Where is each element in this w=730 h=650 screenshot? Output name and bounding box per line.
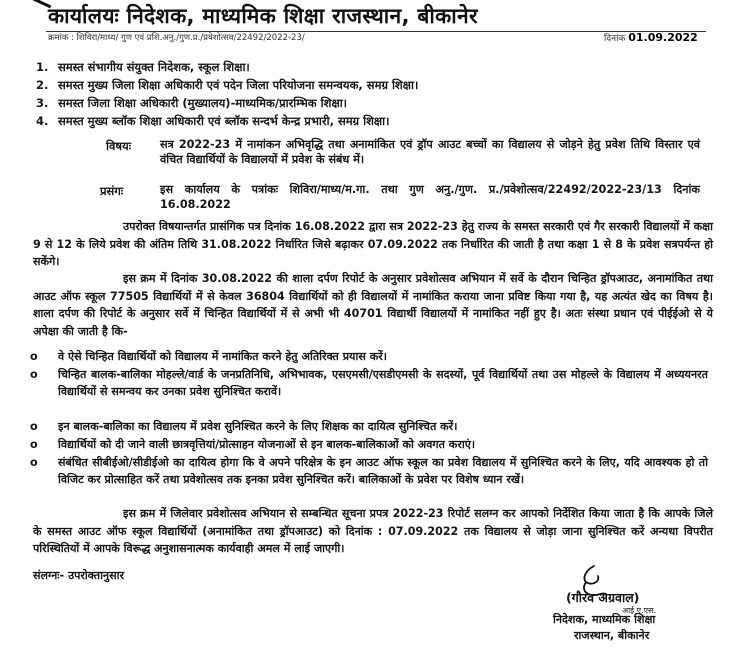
addressee-number: 1. — [36, 60, 49, 74]
signatory-credential: आई ए.एस. — [622, 606, 656, 615]
bullet-text: संबंधित सीबीईओ/सीडीईओ का दायित्व होगा कि वे अपने परिक्षेत्र के इन आउट ऑफ स्कूल का प्रवेश विद्यालय में सुनिश्चित करने के लिए, यदि आवश्यक हो तो विजिट कर प्रोत्साहित करें तथा प्रवेशोत्सव तक इनका प्रवेश सुनिश्चित करें। बालिकाओं के प्रवेश पर विशेष ध्यान रखें। — [58, 456, 708, 486]
addressee-4 — [36, 114, 716, 129]
addressee-text: समस्त मुख्य जिला शिक्षा अधिकारी एवं पदेन जिला परियोजना समन्वयक, समग्र शिक्षा। — [58, 78, 419, 92]
addressee-3 — [36, 96, 716, 111]
bullet-icon: o — [30, 368, 38, 381]
bullet-icon: o — [30, 438, 38, 451]
office-title: कार्यालयः निदेशक, माध्यमिक शिक्षा राजस्थान, बीकानेर — [48, 4, 478, 28]
bullet-text: चिन्हित बालक-बालिका मोहल्ले/वार्ड के जनप्रतिनिधि, अभिभावक, एसएमसी/एसडीएमसी के सदस्यों, पूर्व विद्यार्थियों तथा उस मोहल्ले के विद्यालय में अध्ययनरत विद्यार्थियों से समन्वय कर उनका प्रवेश सुनिश्चित करावें। — [58, 368, 708, 398]
paragraph-2 — [33, 270, 713, 340]
addressee-2 — [36, 78, 716, 93]
addressee-text: समस्त मुख्य ब्लॉक शिक्षा अधिकारी एवं ब्लॉक सन्दर्भ केन्द्र प्रभारी, समग्र शिक्षा। — [58, 114, 390, 128]
bullet-icon: o — [30, 420, 38, 433]
bullet-item-3 — [30, 418, 710, 436]
signatory-name: (गौरव अग्रवाल) — [566, 590, 640, 605]
date-value: 01.09.2022 — [628, 31, 698, 44]
addressee-text: समस्त जिला शिक्षा अधिकारी (मुख्यालय)-माध्यमिक/प्रारम्भिक शिक्षा। — [58, 96, 348, 110]
paragraph-text: उपरोक्त विषयान्तर्गत प्रासंगिक पत्र दिनांक 16.08.2022 द्वारा सत्र 2022-23 हेतु राज्य के समस्त सरकारी एवं गैर सरकारी विद्यालयों में कक्षा 9 से 12 के लिये प्रवेश की अंतिम तिथि 31.08.2022 निर्धारित जिसे बढ़ाकर 07.09.2022 तक निर्धारित की जाती है तथा कक्षा 1 से 8 के प्रवेश सत्रपर्यन्त हो सकेंगे। — [33, 220, 713, 268]
signatory-place: राजस्थान, बीकानेर — [574, 629, 650, 642]
bullet-text: इन बालक-बालिका का विद्यालय में प्रवेश सुनिश्चित करने के लिए शिक्षक का दायित्व सुनिश्चित करें। — [58, 420, 458, 433]
subject-text: सत्र 2022-23 में नामांकन अभिवृद्धि तथा अनामांकित एवं ड्रॉप आउट बच्चों का विद्यालय से जोड़ने हेतु प्रवेश तिथि विस्तार एवं वंचित विद्यार्थियों के विद्यालयों में प्रवेश के संबंध में। — [160, 138, 700, 166]
bullet-text: वे ऐसे चिन्हित विद्यार्थियों को विद्यालय में नामांकित करने हेतु अतिरिक्त प्रयास करें। — [58, 350, 387, 363]
paragraph-3 — [33, 505, 713, 558]
bullet-item-5 — [30, 454, 710, 506]
reference-number: क्रमांक : शिविरा/माध्य/ गुण एवं प्रशि.अनु./गुण.प्र./प्रवेशोत्सव/22492/2022-23/ — [48, 33, 305, 43]
addressee-number: 3. — [36, 96, 49, 110]
subject-label: विषयः — [106, 139, 132, 153]
bullet-item-4 — [30, 436, 710, 454]
letter-date — [604, 31, 698, 44]
reference-label: प्रसंगः — [100, 184, 124, 198]
paragraph-text: इस क्रम में दिनांक 30.08.2022 की शाला दर्पण रिपोर्ट के अनुसार प्रवेशोत्सव अभियान में सर्वे के दौरान चिन्हित ड्रॉपआउट, अनामांकित तथा आउट ऑफ स्कूल 77505 विद्यार्थियों में से केवल 36804 विद्यार्थियों को ही विद्यालयों में नामांकित कराया जाना प्रविष्ट किया गया है, यह अत्यंत खेद का विषय है। शाला दर्पण की रिपोर्ट के अनुसार सर्वे में चिन्हित विद्यार्थियों में से अभी भी 40701 विद्यार्थी विद्यालयों में नामांकित नहीं हुए है। अतः संस्था प्रधान एवं पीईईओ से ये अपेक्षा की जाती है कि- — [33, 272, 713, 338]
paragraph-text: इस क्रम में जिलेवार प्रवेशोत्सव अभियान से सम्बन्धित सूचना प्रपत्र 2022-23 रिपोर्ट सलग्न कर आपको निर्देशित किया जाता है कि आपके जिले के समस्त आउट ऑफ स्कूल विद्यार्थियों (अनामांकित तथा ड्रॉपआउट) को दिनांक : 07.09.2022 तक विद्यालय से जोड़ा जाना सुनिश्चित करें अन्यथा विपरीत परिस्थितियों में आपके विरूद्ध अनुशासनात्मक कार्यवाही अमल में लाई जाएगी। — [33, 507, 713, 555]
enclosure-note: संलग्नः- उपरोक्तानुसार — [33, 569, 125, 582]
reference-text: इस कार्यालय के पत्रांकः शिविरा/माध्य/म.गा. तथा गुण अनु./गुण. प्र./प्रवेशोत्सव/22492/2022-23/13 दिनांक 16.08.2022 — [160, 183, 700, 211]
addressee-1 — [36, 60, 716, 75]
bullet-item-1 — [30, 348, 710, 366]
bullet-text: विद्यार्थियों को दी जाने वाली छात्रवृत्तियां/प्रोत्साहन योजनाओं से इन बालक-बालिकाओं को अवगत कराएं। — [58, 438, 476, 451]
signatory-designation: निदेशक, माध्यमिक शिक्षा — [553, 613, 656, 626]
date-label: दिनांक — [604, 34, 626, 44]
bullet-icon: o — [30, 456, 38, 469]
addressee-number: 2. — [36, 78, 49, 92]
addressee-text: समस्त संभागीय संयुक्त निदेशक, स्कूल शिक्षा। — [58, 60, 250, 74]
addressee-number: 4. — [36, 114, 49, 128]
bullet-icon: o — [30, 350, 38, 363]
bullet-item-2 — [30, 366, 710, 418]
paragraph-1 — [33, 218, 713, 271]
